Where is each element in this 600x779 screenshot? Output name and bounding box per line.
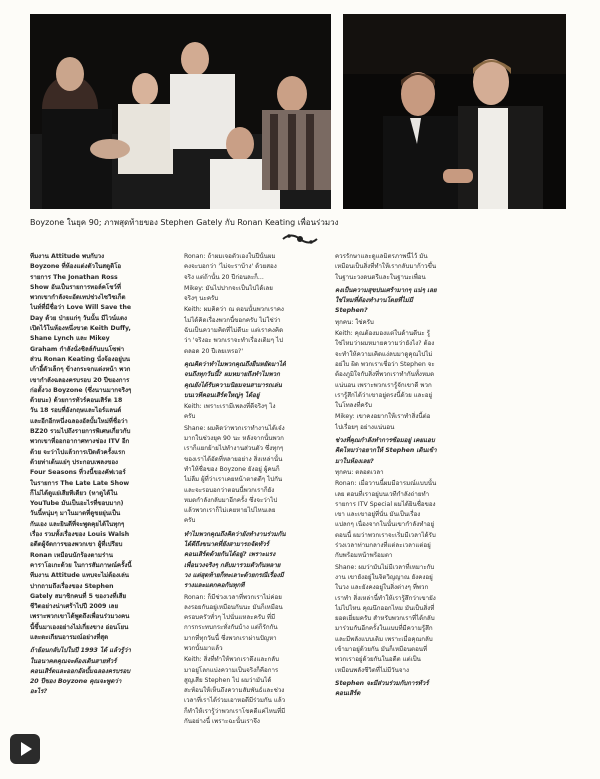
answer-paragraph: Keith: เพราะเรามีเพลงที่ดีจริงๆ ไงครับ [184, 403, 276, 421]
photo-boyzone-90s-image [30, 14, 331, 209]
answer-paragraph: Keith: คุณต้องมองแต่ในด้านดีนะ รู้ใช่ไหมว่าผมหมายความว่ายังไง? ต้องจะทำให้ความเคิดแง่ลบมาดูคุณไปไม่อย่ใบ ผิด พวกเราเชื่อว่า Stephen จะต้องภูมิใจกับสิ่งที่พวกเราทำกันทั้งหมดแน่นอน เพราะพวกเรารู้จักเขาดี พวกเรารู้สึกได้ว่าเขาอยู่ตรงนี้ด้วย และอยู่ในโทลงที่ครับ [335, 330, 435, 410]
answer-paragraph: Ronan: ถ้าผมเจอตัวเองในปีนั้นผมคงจะบอกว่า 'ไม่จะราบ้าง' ด้วยสองจริง แต่ถ้านั้น 20 ปีก่อนละก็... [184, 253, 277, 281]
question-paragraph: คงเป็นความสุขปนเศร้ามากๆ แน่ๆ เลยใช่ไหมที่ต้องทำงานโดยที่ไม่มี Stephen? [335, 286, 437, 315]
question-paragraph: คุณคิดว่าทำไมพวกคุณถึงยืนหยัดมาได้จนถึงทุกวันนี้? ผมหมายถึงทำไมพวกคุณยังได้รับความนิยมจนสามารถเล่นบนเวทีคอนเสิร์ตใหญ่ๆ ได้อยู่ [184, 360, 286, 399]
article-column-1 [30, 252, 132, 757]
answer-paragraph: ควรรักษาและดูแลมิตรภาพนี้ไว้ มันเหมือนเป็นสิ่งที่ทำให้เรากลับมาก้าวขึ้นในฐานะวงดนตรีและในฐานะเพื่อน [335, 253, 437, 281]
article-column-3 [335, 252, 437, 757]
photo-gately-keating-image [343, 14, 566, 209]
answer-paragraph: ทุกคน: ตลอดเวลา [335, 468, 384, 476]
question-paragraph: ถ้าย้อนกลับไปในปี 1993 ได้ แล้วรู้ว่าในอนาคตคุณจะต้องเดินสายทัวร์คอนเสิร์ตและออกอัลบั้มฉลองครบรอบ 20 ปีของ Boyzone คุณจะพูดว่าอะไร? [30, 647, 131, 696]
answer-paragraph: Shane: ผมคิดว่าพวกเราทำงานได้เจ๋งมากในช่วงยุค 90 นะ หลังจากนั้นพวกเราก็แยกย้ายไปทำงานส่วนตัว ซึ่งทุกๆ ของเราได้อัดที่หลายอย่าง สิ่งเหล่านั้นทำให้ชื่อของ Boyzone ยังอยู่ ผู้คนก็ไม่ลืม ผู้ที่ว่าเราเคยหน้าตาดดีๆ ไปกัน และจะรอบอกว่าตอนนี้พวกเราก็ยังหมดกำลังกลับมาอีกครั้ง ซึ่งจะว่าไปแล้วพวกเราก็ไม่เคยหายไปไหนเลยครับ [184, 424, 285, 525]
question-paragraph: ช่วงที่คุณกำลังทำการซ้อมอยู่ เคยแอบคิดไหมว่าอยากให้ Stephen เดินเข้ามาในห้องเลย? [335, 437, 437, 465]
answer-paragraph: Ronan: เมื่อวานนี้ผมมีอารมณ์แบบนั้นเลย ตอนที่เราอยู่บนเวทีกำลังถ่ายทำรายการ ITV Special ผมได้ยินชื่อของเขา และเขาอยู่ที่นั่น มันเป็นเรื่องแปลกๆ เนื่องจากในนั้นเขากำลังทำอยู่ตอนนี้ ผมว่าพวกเราจะเริ่มมีเวลาได้รับร่วงเวลาท่ามกลางที่แต่ละเวลาแต่อยู่กับพร้อมหน้าพร้อมตา [335, 480, 437, 560]
question-paragraph: ทำไมพวกคุณถึงคิดว่ายังทำงานร่วมกันได้ดีถึงขนาดที่ยังสามารถจัดทัวร์คอนเสิร์ตด้วยกันได้อยู่? เพราะแรงเพื่อนวงจริงๆ กลับมารวมตัวกันหลายวง แต่สุดท้ายก็ทะเลาะด้วยกรณีเรื่องมีรางและแตกคอกันทุกที [184, 530, 286, 590]
photo-caption: Boyzone ในยุค 90; ภาพสุดท้ายของ Stephen Gately กับ Ronan Keating เพื่อนร่วมวง [30, 218, 339, 227]
question-paragraph: Stephen จะมีส่วนร่วมกับการทัวร์คอนเสิร์ต [335, 679, 429, 698]
play-icon [10, 734, 40, 764]
photo-boyzone-90s [30, 14, 331, 209]
answer-paragraph: Ronan: ก็มีช่วงเวลาที่พวกเราไม่ค่อยลงรอยกันอยู่เหมือนกันนะ มันก็เหมือนครอบครัวทั่วๆ ไปนั่นแหละครับ ที่มีการกระทบกระทั่งกันบ้าง แต่ก็รักกันมากที่ทุกวันนี้ ซึ่งพวกเราผ่านปัญหาพวกนั้นมาแล้ว [184, 593, 283, 652]
intro-paragraph: ทีมงาน Attitude พบกับวง Boyzone ที่ห้องแต่งตัวในสตูดิโอรายการ The Jonathan Ross Show อันเป็นรายการทอล์คโชว์ที่พวกเขากำลังจะอัดเทปช่วงไซวิชเก็ตไนท์ที่มีชื่อว่า Love Will Save the Day ด้วย ป่ายแก่ๆ วันนั้น มีไวน์แดงเปิดไว้ในห้องหนึ่งขวด Keith Duffy, Shane Lynch และ Mikey Graham กำลังนั่งชิลล์กันบนโซฟา ส่วน Ronan Keating นั่งจ้องอยู่บนเก้าอี้ตัวเล็กๆ ข้างกระจกแต่งหน้า พวกเขากำลังฉลองครบรอบ 20 ปีของการก่อตั้งวง Boyzone (ซึ่งนานมากจริงๆ ด้วยนะ) ด้วยการทัวร์คอนเสิร์ต 18 วัน 18 รอบที่อังกฤษและไอร์แลนด์ และอีกอีกหนึ่งฉลองอัลบั้มใหม่ที่ชื่อว่า BZ20 รวมไปถึงรายการพิเศษเกี่ยวกับพวกเขาที่ออกอากาศทางช่อง ITV อีกด้วย จะว่าไปแล้วการเปิดตัวครั้งแรกด้วยท่าเต้นแย่ๆ ประกอบเพลงของ Four Seasons ที่วงนี้ของคัฟเวอร์ในรายการ The Late Late Show ก็ไม่ได้ดูแย่เสียทีเดียว (หาดูได้ใน YouTube มันเป็นอะไรที่ขอบมาก) วันนี้หนุ่มๆ มาในมาดที่ดูขยยุ่นเป็นกันเอง และยินดีที่จะพูดคุยได้ในทุกๆ เรื่อง รวมทั้งเรื่องของ Louis Walsh อดีตผู้จัดการของพวกเขา ผู้ที่เปรียบ Ronan เหมือนนักร้องตามร่านคาราโอเกะด้วย ในการสัมภาษณ์ครั้งนี้ทีมงาน Attitude แทบจะไม่ต้องเล่นปากถามถึงเรื่องของ Stephen Gately สมาชิกคนที่ 5 ของวงที่เสียชีวิตอย่างน่าเศร้าไปปี 2009 เลย เพราะพวกเขาได้พูดถึงเพื่อนร่วมวงคนนี้ขึ้นมาเองอย่างไม่เกี่ยงขาง อ่อนโยน และตะเกียนอารมณ์อย่างที่สุด [30, 253, 132, 641]
answer-paragraph: Mikey: มันไปปากจะเป็นไปได้เลย จริงๆ นะครับ [184, 284, 273, 303]
answer-paragraph: Keith: สิ่งที่ทำให้พวกเราดึงและกลับมาอยู่โลกแบ่งความเป็นจริงก็คือการสูญเสีย Stephen ไป ผมว่ามันได้สะท้อนให้เห็นถึงความสัมพันธ์และช่วงเวลาที่เราได้ร่วมเอาหอดีมีร่วมกัน แล้วก็ทำให้เรารู้ว่าพวกเราโชคดีแค่ไหนที่มีกันอย่างนี้ เพราะฉะนั้นเราจึง [184, 656, 286, 726]
answer-paragraph: Shane: ผมว่ามันไม่มีเวลาที่เหมาะกับงาน เขายังอยู่ในจิตวิญญาณ ยังคงอยู่ในวง และยังคงอยู่ในสิ่งต่างๆ ที่พวกเราทำ สิ่งเหล่านี้ทำให้เรารู้สึกว่าเขายังไม่ไปไหน คุณนึกออกไหม มันเป็นสิ่งที่ยอดเยี่ยมครับ สำหรับพวกเราที่ได้กลับมาร่วมกันอีกครั้งในแบบที่มีความรู้สึกและมีพลังแบบเดิม เพราะเมื่อคุณกลับเข้ามาอยู่ด้วยกัน มันก็เหมือนตอนที่พวกเราอยู่ด้วยกันในอดีต แต่เป็นเหมือนพลังชีวิตที่ไม่มีวันจาง [335, 563, 436, 674]
answer-paragraph: Keith: ผมคิดว่า ณ ตอนนั้นพวกเราคงไม่ได้คิดเรื่องพวกนี้ขอกครับ ไม่ใช่ว่าฉันเป็นความคิดที่ไม่ดีนะ แต่เราคงคิดว่า 'จริงอะ พวกเราจะทำเรื่องเดิมๆ ไปตลอด 20 ปีเลยเหรอ?' [184, 306, 284, 355]
play-button[interactable] [10, 734, 40, 764]
divider-ornament-icon [281, 231, 319, 247]
answer-paragraph: ทุกคน: ใช่ครับ [335, 318, 374, 326]
photo-gately-keating [343, 14, 566, 209]
answer-paragraph: Mikey: เขาคงอยากให้เราทำสิ่งนี้ต่อไปเรื่อยๆ อย่างแน่นอน [335, 413, 431, 431]
article-column-2 [184, 252, 286, 757]
